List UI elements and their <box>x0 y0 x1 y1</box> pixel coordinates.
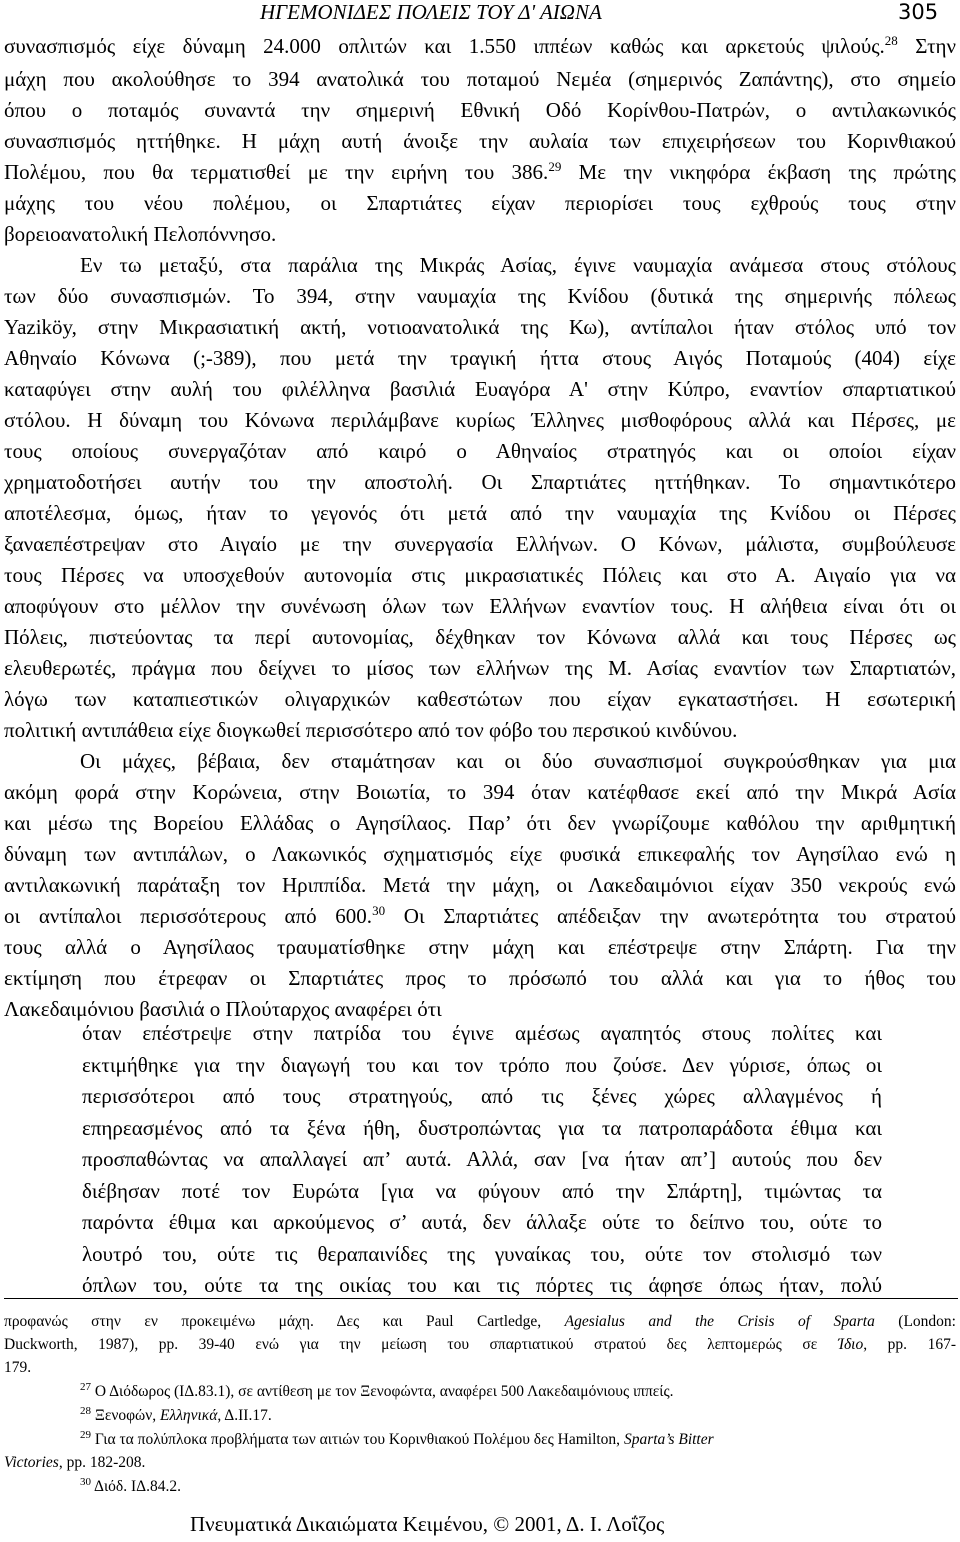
body-line: συνασπισμός είχε δύναμη 24.000 οπλιτών και 1.550 ιππέων καθώς και αρκετούς ψιλούς.$^{28}$ Στην <box>4 33 956 58</box>
footnote-ref-29: 29 <box>548 159 562 174</box>
body-line: συνασπισμός ηττήθηκε. Η μάχη αυτή άνοιξε την αυλαία των επιχειρήσεων του Κορινθιακού <box>4 129 956 153</box>
body-line: ελευθερωτές, πράγμα που δείχνει το μίσος των ελλήνων της Μ. Ασίας εναντίον των Σπαρτιατών, <box>4 656 956 680</box>
quote-line: όπλων του, ούτε τα της οικίας του και τις πόρτες τις άφησε όπως ήταν, πολύ <box>82 1273 882 1297</box>
body-line: αποτέλεσμα, όμως, ήταν το γεγονός ότι μετά από την ναυμαχία της Κνίδου οι Πέρσες <box>4 501 956 525</box>
body-line: των δύο συνασπισμών. Το 394, στην ναυμαχία της Κνίδου (δυτικά της σημερινής πόλεως <box>4 284 956 308</box>
footnote-ref-30: 30 <box>372 903 386 918</box>
body-line: στόλου. Η δύναμη του Κόνωνα περιλάμβανε κυρίως Έλληνες μισθοφόρους αλλά και Πέρσες, με <box>4 408 956 432</box>
body-line: μάχη που ακολούθησε το 394 ανατολικά του ποταμού Νεμέα (σημερινός Ζαπάντης), στο σημείο <box>4 67 956 91</box>
footnote-ref-28: 28 <box>884 33 898 48</box>
body-line: τους αλλά ο Αγησίλαος τραυματίσθηκε στην μάχη και επέστρεψε στην Σπάρτη. Για την <box>4 935 956 959</box>
footnote-continuation: προφανώς στην εν προκειμένω μάχη. Δες και Paul Cartledge, Agesialus and the Crisis of Sparta (London: <box>4 1313 956 1330</box>
quote-line: περισσότεροι από τους στρατηγούς, από τις ξένες χώρες αλλαγμένος ή <box>82 1084 882 1108</box>
body-line: τους οποίους συνεργαζόταν από καιρό ο Αθηναίος στρατηγός και οι οποίοι είχαν <box>4 439 956 463</box>
body-line: χρηματοδοτήσει αυτήν του την αποστολή. Οι Σπαρτιάτες ηττήθηκαν. Το σημαντικότερο <box>4 470 956 494</box>
body-line: καταφύγει στην αυλή του φιλέλληνα βασιλιά Ευαγόρα Α' στην Κύπρο, εναντίον σπαρτιατικού <box>4 377 956 401</box>
body-line: Yaziköy, στην Μικρασιατική ακτή, νοτιοανατολικά της Κω), αντίπαλοι ήταν στόλος υπό τον <box>4 315 956 339</box>
running-header-title: ΗΓΕΜΟΝΙΔΕΣ ΠΟΛΕΙΣ ΤΟΥ Δ' ΑΙΩΝΑ <box>260 0 602 24</box>
footnote-30: $^{30}$ Διόδ. ΙΔ.84.2. <box>80 1475 181 1495</box>
footnote-28: $^{28}$ Ξενοφών, Ελληνικά, Δ.ΙΙ.17. <box>80 1404 272 1424</box>
body-line: δύναμη των αντιπάλων, ο Λακωνικός σχηματισμός είχε φυσικά επικεφαλής τον Αγησίλαο ενώ η <box>4 842 956 866</box>
quote-line: όταν επέστρεψε στην πατρίδα του έγινε αμέσως αγαπητός στους πολίτες και <box>82 1021 882 1045</box>
body-line: Αθηναίο Κόνωνα (;-389), που μετά την τραγική ήττα στους Αιγός Ποταμούς (404) είχε <box>4 346 956 370</box>
body-line: ξαναεπέστρεψαν στο Αιγαίο με την συνεργασία Ελλήνων. Ο Κόνων, μάλιστα, συμβούλευσε <box>4 532 956 556</box>
body-line: εκτίμηση που έτρεφαν οι Σπαρτιάτες προς το πρόσωπό του αλλά και για το ήθος του <box>4 966 956 990</box>
body-line: Λακεδαιμόνιου βασιλιά ο Πλούταρχος αναφέρει ότι <box>4 997 442 1021</box>
body-line: ακόμη φορά στην Κορώνεια, στην Βοιωτία, το 394 όταν κατέφθασε εκεί από την Μικρά Ασία <box>4 780 956 804</box>
body-line: Οι μάχες, βέβαια, δεν σταμάτησαν και οι δύο συνασπισμοί συγκρούσθηκαν για μια <box>80 749 956 773</box>
quote-line: επηρεασμένος από τα ξένα ήθη, δυστροπώντας για τα πατροπαράδοτα έθιμα και <box>82 1115 882 1140</box>
body-line: αντιλακωνική παράταξη τον Ηριππίδα. Μετά την μάχη, οι Λακεδαιμόνιοι είχαν 350 νεκρούς ενώ <box>4 873 956 897</box>
body-line: λόγω των καταπιεστικών ολιγαρχικών καθεστώτων που είχαν εγκαταστήσει. Η εσωτερική <box>4 687 956 711</box>
footnote-29-cont: Victories, pp. 182-208. <box>4 1454 146 1471</box>
page-number: 305 <box>898 0 939 24</box>
quote-line: προσπαθώντας να απαλλαγεί απ’ αυτά. Αλλά, σαν [να ήταν απ’] αυτούς που δεν <box>82 1147 882 1171</box>
footnote-continuation: Duckworth, 1987), pp. 39-40 ενώ για την μείωση του σπαρτιατικού στρατού δες λεπτομερώς σε Ίδιο, pp. 167- <box>4 1336 956 1353</box>
body-line: μάχης του νέου πολέμου, οι Σπαρτιάτες είχαν περιορίσει τους εχθρούς τους στην <box>4 191 956 215</box>
footnote-27: $^{27}$ Ο Διόδωρος (ΙΔ.83.1), σε αντίθεση με τον Ξενοφώντα, αναφέρει 500 Λακεδαιμόνιους ιππείς. <box>80 1380 674 1400</box>
body-line: πολιτική αντιπάθεια είχε διογκωθεί περισσότερο από τον φόβο του περσικού κινδύνου. <box>4 718 738 742</box>
body-line: αποφύγουν στο μέλλον την συνένωση όλων των Ελλήνων εναντίον τους. Η αλήθεια είναι ότι οι <box>4 594 956 618</box>
quote-line: διέβησαν ποτέ τον Ευρώτα [για να φύγουν από την Σπάρτη], τιμώντας τα <box>82 1178 882 1203</box>
body-line: και μέσω της Βορείου Ελλάδας ο Αγησίλαος. Παρ’ ότι δεν γνωρίζουμε καθόλου την αριθμητική <box>4 811 956 835</box>
quote-line: εκτιμήθηκε για την διαγωγή του και τον τρόπο που ζούσε. Δεν γύρισε, όπως οι <box>82 1052 882 1077</box>
body-line: Πόλεις, πιστεύοντας τα περί αυτονομίας, δέχθηκαν τον Κόνωνα αλλά και τους Πέρσες ως <box>4 625 956 649</box>
footnote-29: $^{29}$ Για τα πολύπλοκα προβλήματα των αιτιών του Κορινθιακού Πολέμου δες Hamilton, Sparta’s Bitter <box>80 1428 714 1448</box>
copyright-footer: Πνευματικά Δικαιώματα Κειμένου, © 2001, Δ. Ι. Λοΐζος <box>190 1512 665 1536</box>
quote-line: λουτρό του, ούτε τις θεραπαινίδες της γυναίκας του, ούτε τον στολισμό των <box>82 1241 882 1266</box>
body-line: Εν τω μεταξύ, στα παράλια της Μικράς Ασίας, έγινε ναυμαχία ανάμεσα στους στόλους <box>80 253 956 277</box>
body-line: τους Πέρσες να υποσχεθούν αυτονομία στις μικρασιατικές Πόλεις και στο Α. Αιγαίο για να <box>4 563 956 587</box>
body-line: βορειοανατολική Πελοπόννησο. <box>4 222 277 246</box>
body-line: οι αντίπαλοι περισσότερους από 600.30 Οι Σπαρτιάτες απέδειξαν την ανωτερότητα του στρατού <box>4 903 957 928</box>
body-line: όπου ο ποταμός συναντά την σημερινή Εθνική Οδό Κορίνθου-Πατρών, ο αντιλακωνικός <box>4 98 956 122</box>
footnote-continuation: 179. <box>4 1359 32 1376</box>
body-line: Πολέμου, που θα τερματισθεί με την ειρήνη του 386.29 Με την νικηφόρα έκβαση της πρώτης <box>4 159 956 184</box>
quote-line: παρόντα έθιμα και αρκούμενος σ’ αυτά, δεν άλλαξε ούτε το δείπνο του, ούτε το <box>82 1210 882 1234</box>
